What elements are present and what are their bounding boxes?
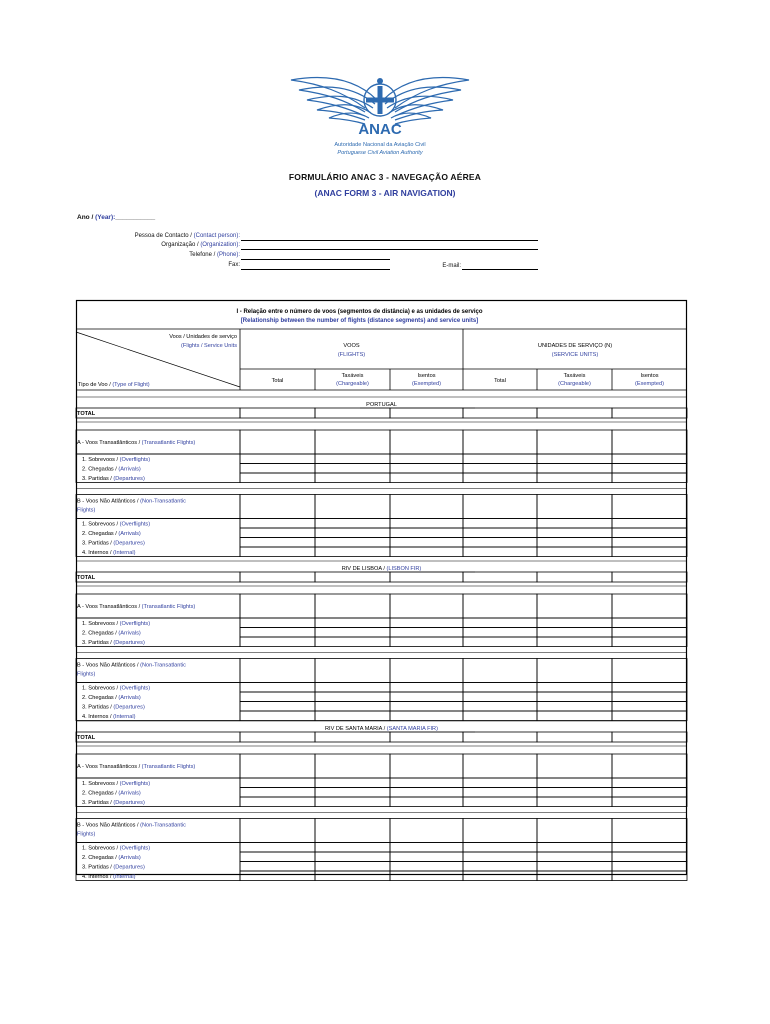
section-1-total-cell[interactable]	[537, 408, 612, 418]
section-1-a-sub-cell[interactable]	[537, 473, 612, 483]
section-2-a-cell[interactable]	[240, 594, 315, 618]
section-1-b-sub-cell[interactable]	[240, 538, 315, 548]
section-1-a-sub-cell[interactable]	[240, 464, 315, 474]
section-3-a-sub-cell[interactable]	[463, 778, 537, 788]
section-3-b-sub-cell[interactable]	[240, 852, 315, 862]
section-1-a-sub-cell[interactable]	[315, 454, 390, 464]
section-3-b-sub-cell[interactable]	[463, 862, 537, 872]
section-2-b-sub-cell[interactable]	[240, 692, 315, 702]
section-3-b-sub-cell[interactable]	[537, 862, 612, 872]
section-1-b-sub-label: 1. Sobrevoos / (Overflights)	[82, 521, 151, 528]
section-3-total-label: TOTAL	[77, 735, 96, 741]
organization-label-en: (Organization):	[200, 242, 240, 248]
organization-label	[40, 242, 240, 248]
voos-header: VOOS	[343, 343, 360, 349]
section-1-title: PORTUGAL	[366, 402, 397, 408]
section-3-b-sub-cell[interactable]	[390, 843, 463, 853]
section-2-a-cell[interactable]	[315, 594, 390, 618]
section-1-b-sub-cell[interactable]	[537, 519, 612, 529]
section-2-a-sub-cell[interactable]	[537, 628, 612, 638]
section-2-total-cell[interactable]	[612, 572, 687, 582]
section-1-b-sub-cell[interactable]	[240, 528, 315, 538]
section-1-b-sub-cell[interactable]	[315, 538, 390, 548]
diag-bottom: Tipo de Voo / (Type of Flight)	[78, 382, 150, 388]
section-3-a-sub-cell[interactable]	[240, 788, 315, 798]
section-1-b-sub-cell[interactable]	[315, 519, 390, 529]
section-2-b-sub-label: 2. Chegadas / (Arrivals)	[82, 695, 141, 701]
section-1-a-sub-label: 3. Partidas / (Departures)	[82, 476, 145, 482]
section-3-a-sub-cell[interactable]	[315, 788, 390, 798]
section-3-a-sub-cell[interactable]	[390, 778, 463, 788]
contact-person-label-en: (Contact person):	[193, 233, 240, 239]
section-3-b-sub-cell[interactable]	[390, 862, 463, 872]
col-taxaveis-en: (Chargeable)	[558, 381, 591, 387]
section-2-b-sub-cell[interactable]	[240, 683, 315, 693]
section-3-a-cell[interactable]	[315, 754, 390, 778]
section-2-a-cell[interactable]	[612, 594, 687, 618]
section-2-b-sub-cell[interactable]	[612, 711, 687, 721]
col-taxaveis: Taxáveis	[563, 373, 586, 379]
section-1-b-cell[interactable]	[315, 495, 390, 519]
section-2-b-cell[interactable]	[240, 659, 315, 683]
section-2-b-label: B - Voos Não Atlânticos / (Non-Transatlantic	[77, 662, 186, 669]
col-isentos-en: (Exempted)	[412, 381, 441, 387]
section-1-a-sub-cell[interactable]	[537, 454, 612, 464]
section-2-a-sub-cell[interactable]	[537, 618, 612, 628]
section-2-b-sub-cell[interactable]	[537, 692, 612, 702]
section-1-b-cell[interactable]	[390, 495, 463, 519]
section-2-b-sub-cell[interactable]	[537, 711, 612, 721]
section-1-b-sub-cell[interactable]	[537, 528, 612, 538]
section-2-b-cell[interactable]	[463, 659, 537, 683]
logo-text: ANAC	[358, 121, 402, 138]
section-3-b-cell[interactable]	[537, 819, 612, 843]
section-2-total-cell[interactable]	[240, 572, 315, 582]
section-2-a-sub-cell[interactable]	[315, 637, 390, 647]
section-1-b-sub-cell[interactable]	[315, 528, 390, 538]
contact-person-label-pt: Pessoa de Contacto /	[134, 233, 194, 239]
section-3-total-cell[interactable]	[463, 732, 537, 742]
section-1-b-sub-cell[interactable]	[240, 547, 315, 557]
section-3-a-sub-cell[interactable]	[463, 788, 537, 798]
section-1-b-sub-cell[interactable]	[612, 519, 687, 529]
contact-person-field[interactable]	[241, 240, 538, 241]
section-3-b-sub-cell[interactable]	[315, 862, 390, 872]
section-1-a-sub-cell[interactable]	[463, 454, 537, 464]
section-3-total-cell[interactable]	[315, 732, 390, 742]
section-3-a-sub-label: 2. Chegadas / (Arrivals)	[82, 790, 141, 797]
col-isentos: Isentos	[640, 373, 659, 379]
section-3-a-sub-cell[interactable]	[240, 778, 315, 788]
section-1-total-cell[interactable]	[315, 408, 390, 418]
section-1-a-sub-cell[interactable]	[240, 454, 315, 464]
section-3-b-sub-label: 4. Internos / (Internal)	[82, 874, 136, 880]
year-label-en: (Year):	[95, 214, 116, 221]
section-2-b-sub-cell[interactable]	[390, 702, 463, 712]
organization-label-pt: Organização /	[161, 242, 201, 248]
section-1-b-sub-cell[interactable]	[315, 547, 390, 557]
section-3-b-sub-cell[interactable]	[612, 871, 687, 881]
section-2-a-sub-cell[interactable]	[315, 628, 390, 638]
section-1-b-sub-cell[interactable]	[612, 547, 687, 557]
section-3-total-label-cell	[76, 732, 240, 742]
section-2-a-sub-cell[interactable]	[537, 637, 612, 647]
section-1-total-cell[interactable]	[612, 408, 687, 418]
section-1-total-label-cell	[76, 408, 240, 418]
section-1-a-sub-cell[interactable]	[390, 464, 463, 474]
phone-label-pt: Telefone /	[189, 252, 217, 258]
logo-line2: Portuguese Civil Aviation Authority	[337, 150, 423, 156]
section-3-b-sub-cell[interactable]	[537, 852, 612, 862]
email-label: E-mail:	[442, 263, 461, 269]
section-1-a-sub-cell[interactable]	[612, 464, 687, 474]
section-3-a-cell[interactable]	[537, 754, 612, 778]
section-1-b-cell[interactable]	[537, 495, 612, 519]
section-1-b-sub-cell[interactable]	[463, 528, 537, 538]
section-2-b-sub-cell[interactable]	[612, 683, 687, 693]
section-2-b-sub-cell[interactable]	[240, 702, 315, 712]
section-3-a-cell[interactable]	[390, 754, 463, 778]
section-3-total-cell[interactable]	[537, 732, 612, 742]
section-3-a-sub-cell[interactable]	[390, 797, 463, 807]
diag-top-en: (Flights / Service Units	[181, 343, 237, 349]
col-isentos-en: (Exempted)	[635, 381, 664, 387]
section-1-b-cell[interactable]	[463, 495, 537, 519]
section-3-b-cell[interactable]	[390, 819, 463, 843]
section-3-b-sub-cell[interactable]	[240, 843, 315, 853]
section-2-a-sub-label: 2. Chegadas / (Arrivals)	[82, 630, 141, 637]
section-2-a-sub-cell[interactable]	[612, 618, 687, 628]
section-2-b-sub-cell[interactable]	[612, 692, 687, 702]
section-2-a-sub-cell[interactable]	[463, 637, 537, 647]
section-2-b-sub-cell[interactable]	[315, 702, 390, 712]
section-2-b-sub-cell[interactable]	[240, 711, 315, 721]
section-3-title: RIV DE SANTA MARIA / (SANTA MARIA FIR)	[325, 726, 438, 732]
section-1-b-sub-cell[interactable]	[390, 519, 463, 529]
email-field[interactable]	[462, 269, 538, 270]
section-3-a-cell[interactable]	[240, 754, 315, 778]
section-2-total-cell[interactable]	[463, 572, 537, 582]
section-2-a-cell[interactable]	[537, 594, 612, 618]
section-1-b-sub-cell[interactable]	[612, 528, 687, 538]
section-2-b-cell[interactable]	[315, 659, 390, 683]
section-3-a-sub-cell[interactable]	[612, 797, 687, 807]
section-2-b-sub-cell[interactable]	[390, 683, 463, 693]
section-1-a-sub-cell[interactable]	[463, 464, 537, 474]
section-1-a-sub-cell[interactable]	[315, 464, 390, 474]
section-3-b-label-2: Flights)	[77, 831, 96, 838]
section-1-total-cell[interactable]	[390, 408, 463, 418]
voos-header-en: (FLIGHTS)	[337, 352, 366, 358]
section-3-b-sub-cell[interactable]	[315, 843, 390, 853]
section-3-b-sub-cell[interactable]	[463, 843, 537, 853]
form-subtitle: (ANAC FORM 3 - AIR NAVIGATION)	[314, 188, 456, 198]
section-3-a-sub-label: 3. Partidas / (Departures)	[82, 800, 145, 806]
section-2-a-sub-cell[interactable]	[463, 618, 537, 628]
table-title-en: [Relationship between the number of flights (distance segments) and service units]	[240, 318, 479, 324]
section-2-a-sub-label: 1. Sobrevoos / (Overflights)	[82, 621, 151, 627]
section-2-title: RIV DE LISBOA / (LISBON FIR)	[341, 566, 422, 572]
year-label: Ano /	[77, 214, 96, 221]
section-2-b-sub-cell[interactable]	[463, 692, 537, 702]
section-3-total-cell[interactable]	[240, 732, 315, 742]
section-2-a-sub-cell[interactable]	[390, 637, 463, 647]
fax-field[interactable]	[241, 269, 390, 270]
section-2-a-sub-cell[interactable]	[240, 618, 315, 628]
section-3-b-label: B - Voos Não Atlânticos / (Non-Transatlantic	[77, 822, 186, 829]
section-1-a-label: A - Voos Transatlânticos / (Transatlantic Flights)	[77, 440, 196, 446]
section-2-b-sub-cell[interactable]	[537, 702, 612, 712]
section-1-a-sub-cell[interactable]	[390, 454, 463, 464]
section-1-a-cell[interactable]	[612, 430, 687, 454]
section-2-b-sub-cell[interactable]	[612, 702, 687, 712]
phone-field[interactable]	[241, 259, 390, 260]
section-1-a-cell[interactable]	[463, 430, 537, 454]
section-2-b-sub-cell[interactable]	[315, 692, 390, 702]
section-1-b-sub-cell[interactable]	[537, 538, 612, 548]
section-2-a-sub-cell[interactable]	[240, 637, 315, 647]
section-3-b-sub-cell[interactable]	[463, 871, 537, 881]
section-2-b-sub-label: 1. Sobrevoos / (Overflights)	[82, 685, 151, 692]
section-2-total-label-cell	[76, 572, 240, 582]
section-2-b-sub-cell[interactable]	[390, 711, 463, 721]
section-3-b-sub-cell[interactable]	[537, 871, 612, 881]
section-1-b-label-2: Flights)	[77, 507, 96, 514]
section-1-a-sub-cell[interactable]	[537, 464, 612, 474]
section-3-b-cell[interactable]	[612, 819, 687, 843]
anac-logo	[285, 70, 475, 162]
section-3-b-sub-label: 1. Sobrevoos / (Overflights)	[82, 845, 151, 852]
section-3-a-cell[interactable]	[612, 754, 687, 778]
table-title-pt: I - Relação entre o número de voos (segmentos de distância) e as unidades de serviço	[236, 309, 483, 315]
section-2-total-cell[interactable]	[390, 572, 463, 582]
section-1-a-cell[interactable]	[240, 430, 315, 454]
section-2-a-sub-cell[interactable]	[390, 628, 463, 638]
section-3-a-sub-cell[interactable]	[240, 797, 315, 807]
year-field[interactable]	[77, 214, 155, 221]
section-1-b-sub-label: 4. Internos / (Internal)	[82, 550, 136, 556]
form-title: FORMULÁRIO ANAC 3 - NAVEGAÇÃO AÉREA	[288, 172, 482, 182]
section-1-b-cell[interactable]	[612, 495, 687, 519]
contact-person-label	[40, 233, 240, 239]
section-2-b-sub-cell[interactable]	[315, 683, 390, 693]
logo-line1: Autoridade Nacional da Aviação Civil	[334, 142, 426, 148]
section-3-b-sub-cell[interactable]	[390, 852, 463, 862]
section-3-b-sub-cell[interactable]	[537, 843, 612, 853]
section-2-b-cell[interactable]	[390, 659, 463, 683]
col-total: Total	[271, 378, 284, 384]
fax-label: Fax:	[228, 262, 240, 268]
section-2-a-sub-label: 3. Partidas / (Departures)	[82, 640, 145, 646]
section-3-b-sub-cell[interactable]	[612, 852, 687, 862]
section-2-b-sub-label: 4. Internos / (Internal)	[82, 714, 136, 720]
section-2-total-cell[interactable]	[537, 572, 612, 582]
header-diagonal	[76, 332, 240, 387]
section-3-a-sub-cell[interactable]	[537, 788, 612, 798]
section-3-b-sub-cell[interactable]	[390, 871, 463, 881]
section-1-b-sub-cell[interactable]	[612, 538, 687, 548]
section-1-b-sub-cell[interactable]	[390, 538, 463, 548]
section-2-b-sub-label: 3. Partidas / (Departures)	[82, 704, 145, 711]
section-1-b-sub-cell[interactable]	[537, 547, 612, 557]
section-3-a-label: A - Voos Transatlânticos / (Transatlantic Flights)	[77, 764, 196, 770]
section-2-a-sub-cell[interactable]	[240, 628, 315, 638]
col-isentos: Isentos	[417, 373, 436, 379]
section-2-b-sub-cell[interactable]	[315, 711, 390, 721]
section-2-a-sub-cell[interactable]	[612, 637, 687, 647]
section-3-b-sub-cell[interactable]	[240, 862, 315, 872]
section-3-b-sub-cell[interactable]	[315, 852, 390, 862]
units-header-en: (SERVICE UNITS)	[551, 352, 599, 358]
section-1-a-sub-cell[interactable]	[240, 473, 315, 483]
section-1-a-cell[interactable]	[315, 430, 390, 454]
section-3-a-sub-cell[interactable]	[537, 797, 612, 807]
section-3-a-sub-cell[interactable]	[315, 797, 390, 807]
section-2-a-sub-cell[interactable]	[612, 628, 687, 638]
section-2-b-label-2: Flights)	[77, 671, 96, 678]
section-3-a-sub-cell[interactable]	[315, 778, 390, 788]
section-1-a-sub-label: 1. Sobrevoos / (Overflights)	[82, 457, 151, 463]
section-3-a-sub-cell[interactable]	[463, 797, 537, 807]
section-1-a-sub-cell[interactable]	[390, 473, 463, 483]
section-1-b-cell[interactable]	[240, 495, 315, 519]
section-2-total-cell[interactable]	[315, 572, 390, 582]
section-3-b-sub-cell[interactable]	[240, 871, 315, 881]
organization-field[interactable]	[241, 249, 538, 250]
section-1-a-cell[interactable]	[390, 430, 463, 454]
section-1-b-sub-cell[interactable]	[390, 547, 463, 557]
section-2-b-cell[interactable]	[537, 659, 612, 683]
section-3-b-cell[interactable]	[463, 819, 537, 843]
section-3-b-cell[interactable]	[240, 819, 315, 843]
section-2-b-sub-cell[interactable]	[537, 683, 612, 693]
section-2-a-label: A - Voos Transatlânticos / (Transatlantic Flights)	[77, 604, 196, 610]
section-1-total-label: TOTAL	[77, 411, 96, 417]
section-2-a-sub-cell[interactable]	[390, 618, 463, 628]
section-3-b-sub-label: 3. Partidas / (Departures)	[82, 864, 145, 871]
section-3-b-sub-cell[interactable]	[315, 871, 390, 881]
section-1-b-sub-cell[interactable]	[240, 519, 315, 529]
section-2-b-sub-cell[interactable]	[390, 692, 463, 702]
section-1-a-sub-cell[interactable]	[612, 473, 687, 483]
section-1-b-sub-label: 3. Partidas / (Departures)	[82, 540, 145, 547]
section-3-b-cell[interactable]	[315, 819, 390, 843]
section-3-total-cell[interactable]	[612, 732, 687, 742]
section-3-a-sub-label: 1. Sobrevoos / (Overflights)	[82, 781, 151, 787]
section-3-a-cell[interactable]	[463, 754, 537, 778]
diag-top-pt: Voos / Unidades de serviço	[169, 334, 237, 340]
section-2-a-sub-cell[interactable]	[463, 628, 537, 638]
section-1-b-sub-cell[interactable]	[463, 538, 537, 548]
section-1-b-sub-cell[interactable]	[390, 528, 463, 538]
section-1-total-cell[interactable]	[240, 408, 315, 418]
section-2-b-sub-cell[interactable]	[463, 683, 537, 693]
section-3-total-cell[interactable]	[390, 732, 463, 742]
section-3-b-sub-label: 2. Chegadas / (Arrivals)	[82, 855, 141, 861]
section-3-b-sub-cell[interactable]	[612, 862, 687, 872]
section-1-total-cell[interactable]	[463, 408, 537, 418]
section-1-a-sub-cell[interactable]	[612, 454, 687, 464]
section-3-b-sub-cell[interactable]	[463, 852, 537, 862]
section-2-b-cell[interactable]	[612, 659, 687, 683]
year-blank: ___________	[115, 214, 156, 221]
section-3-b-sub-cell[interactable]	[612, 843, 687, 853]
section-1-a-sub-cell[interactable]	[463, 473, 537, 483]
section-3-a-sub-cell[interactable]	[390, 788, 463, 798]
section-2-b-sub-cell[interactable]	[463, 711, 537, 721]
section-2-a-cell[interactable]	[390, 594, 463, 618]
section-1-b-sub-cell[interactable]	[463, 547, 537, 557]
table-frame	[77, 301, 687, 875]
phone-label	[40, 252, 240, 258]
section-1-a-sub-cell[interactable]	[315, 473, 390, 483]
section-1-b-sub-label: 2. Chegadas / (Arrivals)	[82, 531, 141, 537]
section-2-b-sub-cell[interactable]	[463, 702, 537, 712]
units-header: UNIDADES DE SERVIÇO (N)	[537, 343, 613, 349]
col-total: Total	[494, 378, 506, 384]
col-taxaveis-en: (Chargeable)	[336, 381, 369, 387]
section-2-a-sub-cell[interactable]	[315, 618, 390, 628]
col-taxaveis: Taxáveis	[341, 373, 364, 379]
section-2-a-cell[interactable]	[463, 594, 537, 618]
section-1-a-sub-label: 2. Chegadas / (Arrivals)	[82, 466, 141, 473]
section-1-b-label: B - Voos Não Atlânticos / (Non-Transatlantic	[77, 498, 186, 505]
form-table	[76, 300, 687, 880]
section-3-a-sub-cell[interactable]	[612, 788, 687, 798]
section-3-a-sub-cell[interactable]	[537, 778, 612, 788]
section-3-a-sub-cell[interactable]	[612, 778, 687, 788]
section-2-total-label: TOTAL	[77, 575, 96, 581]
section-1-b-sub-cell[interactable]	[463, 519, 537, 529]
phone-label-en: (Phone):	[216, 252, 240, 258]
section-1-a-cell[interactable]	[537, 430, 612, 454]
